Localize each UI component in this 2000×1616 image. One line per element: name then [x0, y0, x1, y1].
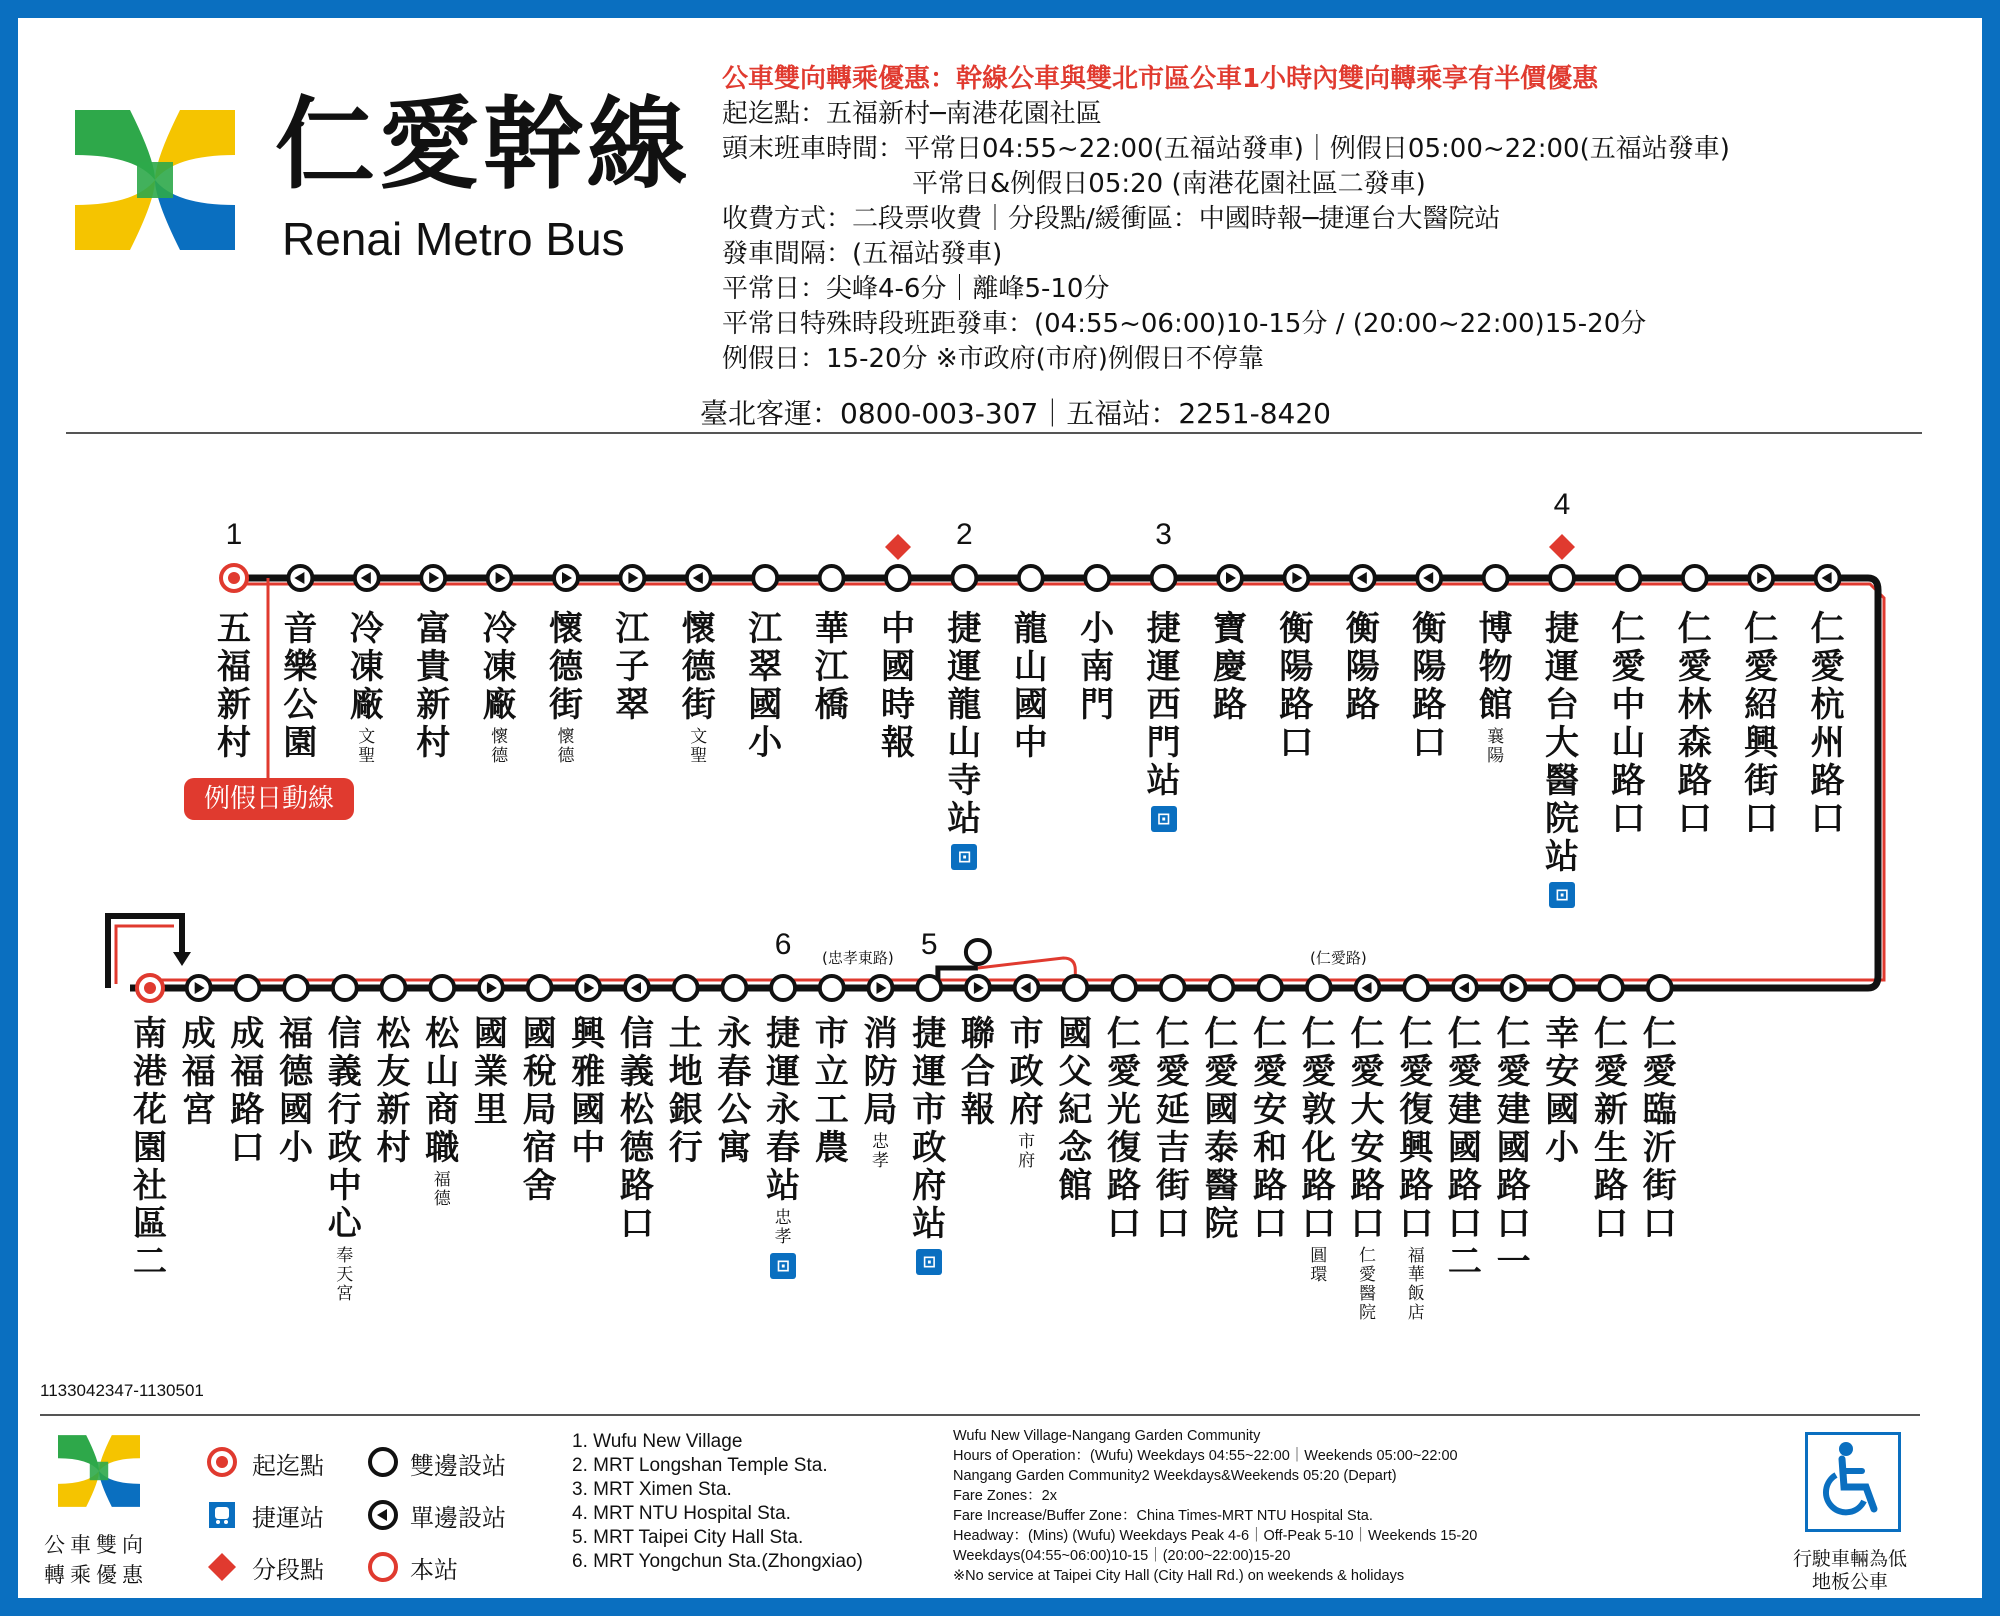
mrt-icon: ⊡ — [1151, 806, 1177, 832]
station-sub-label: 市府 — [1018, 1132, 1036, 1171]
info-line: 平常日特殊時段班距發車：(04:55~06:00)10-15分 / (20:00~22:00)15-20分 — [722, 309, 1647, 339]
station-name — [1055, 1015, 1095, 1205]
station-label: 仁愛杭州路口 — [1810, 609, 1845, 839]
station-name — [1445, 1015, 1485, 1281]
station-label: 中國時報 — [881, 609, 915, 763]
station-name — [413, 610, 453, 762]
station-name — [1104, 1015, 1144, 1243]
english-station-item: 1. Wufu New Village — [572, 1431, 743, 1452]
english-info-line: Fare Zones：2x — [953, 1488, 1057, 1504]
station-name — [1007, 1015, 1047, 1171]
station-number: 2 — [956, 518, 973, 551]
route-title-en: Renai Metro Bus — [282, 213, 625, 265]
station-label: 仁愛安和路口 — [1253, 1014, 1288, 1244]
station-label: 衡陽路口 — [1279, 609, 1314, 763]
double-stop-icon — [366, 1445, 400, 1479]
station-label: 博物館 — [1478, 609, 1513, 725]
english-station-item: 3. MRT Ximen Sta. — [572, 1479, 732, 1500]
station-name — [1210, 610, 1250, 724]
english-info-line: Nangang Garden Community2 Weekdays&Weekends 05:20 (Depart) — [953, 1468, 1397, 1484]
station-label: 仁愛林森路口 — [1677, 609, 1712, 839]
station-name — [958, 1015, 998, 1129]
station-sub-label: 襄陽 — [1487, 727, 1505, 766]
station-label: 仁愛光復路口 — [1107, 1014, 1141, 1244]
station-label: 國業里 — [473, 1014, 508, 1130]
station-label: 仁愛大安路口 — [1350, 1014, 1385, 1244]
station-label: 仁愛復興路口 — [1399, 1014, 1434, 1244]
legend-this-label: 本站 — [410, 1556, 458, 1584]
station-label: 音樂公園 — [283, 609, 318, 763]
english-info-line: Weekdays(04:55~06:00)10-15｜(20:00~22:00)15-20 — [953, 1548, 1291, 1564]
mrt-icon: ⊡ — [916, 1249, 942, 1275]
station-label: 冷凍廠 — [482, 609, 517, 725]
road-note-zhongxiao: (忠孝東路) — [822, 949, 894, 967]
legend-mrt-label: 捷運站 — [252, 1504, 324, 1532]
station-sub-label: 忠孝 — [872, 1132, 889, 1171]
station-name — [1608, 610, 1648, 838]
contact-line: 臺北客運：0800-003-307｜五福站：2251-8420 — [700, 397, 1331, 430]
station-sub-label: 福華飯店 — [1407, 1246, 1425, 1323]
station-name — [520, 1015, 560, 1205]
station-label: 江翠國小 — [748, 609, 783, 763]
legend-diamond-label: 分段點 — [252, 1556, 324, 1584]
station-label: 捷運市政府站 — [912, 1014, 947, 1244]
station-label: 土地銀行 — [668, 1014, 703, 1168]
document-code: 1133042347-1130501 — [40, 1381, 204, 1400]
english-info-line: Headway：(Mins) (Wufu) Weekdays Peak 4-6｜Off-Peak 5-10｜Weekends 15-20 — [953, 1528, 1478, 1544]
station-name — [130, 1015, 170, 1281]
station-label: 衡陽路 — [1345, 609, 1380, 725]
station-name — [347, 610, 387, 766]
station-label: 仁愛紹興街口 — [1744, 609, 1779, 839]
station-name — [422, 1015, 462, 1209]
station-label: 松友新村 — [376, 1014, 411, 1168]
station-name — [227, 1015, 267, 1167]
route-title-zh: 仁愛幹線 — [275, 86, 691, 203]
english-station-item: 2. MRT Longshan Temple Sta. — [572, 1455, 828, 1476]
station-name — [1396, 1015, 1436, 1323]
station-name — [745, 610, 785, 762]
station-label: 江子翠 — [615, 609, 650, 725]
station-label: 寶慶路 — [1213, 609, 1247, 725]
station-name — [1077, 610, 1117, 724]
station-label: 小南門 — [1080, 609, 1115, 725]
station-name — [1542, 610, 1582, 908]
info-line: 起迄點：五福新村─南港花園社區 — [722, 99, 1102, 129]
transfer-label: 公車雙向轉乘優惠 — [44, 1533, 148, 1587]
english-station-list — [572, 1430, 863, 1574]
station-name — [1591, 1015, 1631, 1243]
station-label: 市立工農 — [814, 1014, 849, 1168]
station-name — [1250, 1015, 1290, 1243]
station-sub-label: 福德 — [433, 1170, 451, 1209]
info-line: 頭末班車時間：平常日04:55~22:00(五福站發車)｜例假日05:00~22:00(五福站發車) — [722, 134, 1730, 164]
station-name — [568, 1015, 608, 1167]
station-name — [1640, 1015, 1680, 1243]
station-name — [812, 1015, 852, 1167]
station-label: 消防局 — [863, 1014, 898, 1130]
station-label: 懷德街 — [549, 609, 583, 725]
station-name — [878, 610, 918, 762]
station-label: 懷德街 — [681, 609, 716, 725]
info-line: 平常日&例假日05:20 (南港花園社區二發車) — [912, 169, 1426, 199]
info-line: 收費方式：二段票收費｜分段點/緩衝區：中國時報─捷運台大醫院站 — [722, 204, 1501, 234]
station-sub-label: 懷德 — [557, 727, 575, 766]
english-info-block — [953, 1426, 1477, 1586]
station-name — [1343, 610, 1383, 724]
station-label: 信義行政中心 — [327, 1014, 362, 1244]
station-sub-label: 仁愛醫院 — [1359, 1246, 1376, 1323]
station-number: 4 — [1553, 488, 1571, 521]
station-label: 市政府 — [1009, 1014, 1044, 1130]
station-name — [276, 1015, 316, 1167]
station-sub-label: 文聖 — [358, 727, 376, 766]
station-name — [944, 610, 984, 870]
footer-divider — [40, 1414, 1920, 1416]
station-name — [617, 1015, 657, 1243]
station-sub-label: 圓環 — [1310, 1246, 1328, 1285]
station-label: 成福宮 — [181, 1014, 216, 1130]
wheelchair-icon-box — [1805, 1432, 1901, 1532]
station-label: 幸安國小 — [1545, 1014, 1580, 1168]
station-name — [666, 1015, 706, 1167]
station-sub-label: 懷德 — [491, 727, 509, 766]
station-name — [280, 610, 320, 762]
station-label: 捷運永春站 — [766, 1014, 801, 1206]
station-label: 國父紀念館 — [1058, 1014, 1093, 1206]
station-label: 富貴新村 — [416, 609, 451, 763]
station-name — [480, 610, 520, 766]
english-info-line: Fare Increase/Buffer Zone：China Times-MRT NTU Hospital Sta. — [953, 1508, 1373, 1524]
legend-double-label: 雙邊設站 — [410, 1452, 506, 1480]
station-label: 仁愛新生路口 — [1594, 1014, 1628, 1244]
station-label: 信義松德路口 — [620, 1014, 654, 1244]
station-name — [214, 610, 254, 762]
english-info-line: Wufu New Village-Nangang Garden Community — [953, 1428, 1261, 1444]
low-floor-label: 行駛車輛為低地板公車 — [1792, 1548, 1907, 1593]
this-stop-icon — [366, 1550, 400, 1584]
station-name — [1348, 1015, 1388, 1323]
info-line: 發車間隔：(五福站發車) — [722, 239, 1003, 269]
station-name — [1299, 1015, 1339, 1285]
station-label: 仁愛臨沂街口 — [1642, 1014, 1677, 1244]
mrt-icon: ⊡ — [770, 1253, 796, 1279]
station-name — [1144, 610, 1184, 832]
station-label: 仁愛建國路口一 — [1496, 1014, 1531, 1282]
station-label: 福德國小 — [279, 1014, 314, 1168]
station-label: 仁愛延吉街口 — [1155, 1014, 1190, 1244]
station-name — [374, 1015, 414, 1167]
station-label: 國稅局宿舍 — [522, 1014, 557, 1206]
station-name — [1201, 1015, 1241, 1243]
station-label: 仁愛國泰醫院 — [1204, 1014, 1239, 1244]
terminal-icon — [205, 1445, 239, 1479]
station-name — [1276, 610, 1316, 762]
station-name — [861, 1015, 901, 1171]
station-number: 6 — [774, 928, 792, 961]
station-name — [714, 1015, 754, 1167]
station-name — [1808, 610, 1848, 838]
station-label: 仁愛敦化路口 — [1301, 1014, 1336, 1244]
station-label: 松山商職 — [425, 1014, 460, 1168]
station-name — [1542, 1015, 1582, 1167]
station-label: 興雅國中 — [571, 1014, 606, 1168]
info-line: 例假日：15-20分 ※市政府(市府)例假日不停靠 — [722, 344, 1264, 374]
english-info-line: Hours of Operation：(Wufu) Weekdays 04:55~22:00｜Weekends 05:00~22:00 — [953, 1448, 1458, 1464]
station-label: 南港花園社區二 — [133, 1014, 167, 1282]
english-station-item: 5. MRT Taipei City Hall Sta. — [572, 1527, 804, 1548]
station-name — [1741, 610, 1781, 838]
station-number: 5 — [920, 928, 938, 961]
station-sub-label: 奉天宮 — [336, 1246, 354, 1304]
station-label: 仁愛建國路口二 — [1447, 1014, 1482, 1282]
station-label: 五福新村 — [217, 609, 251, 763]
station-name — [179, 1015, 219, 1129]
station-name — [471, 1015, 511, 1129]
info-line: 公車雙向轉乘優惠：幹線公車與雙北市區公車1小時內雙向轉乘享有半價優惠 — [722, 64, 1599, 94]
mrt-icon — [205, 1498, 239, 1532]
transfer-logo-icon — [58, 1430, 140, 1512]
station-name — [325, 1015, 365, 1304]
station-name — [1409, 610, 1449, 762]
road-note-renai: (仁愛路) — [1310, 949, 1367, 967]
english-station-item: 6. MRT Yongchun Sta.(Zhongxiao) — [572, 1551, 863, 1572]
english-station-item: 4. MRT NTU Hospital Sta. — [572, 1503, 791, 1524]
legend-single-label: 單邊設站 — [410, 1504, 506, 1532]
station-name — [1675, 610, 1715, 838]
english-info-line: ※No service at Taipei City Hall (City Hall Rd.) on weekends & holidays — [953, 1568, 1405, 1584]
station-name — [909, 1015, 949, 1275]
station-label: 衡陽路口 — [1412, 609, 1447, 763]
diamond-icon — [205, 1550, 239, 1584]
station-number: 1 — [225, 518, 243, 551]
station-name — [763, 1015, 803, 1279]
station-label: 冷凍廠 — [349, 609, 384, 725]
station-label: 捷運台大醫院站 — [1545, 609, 1579, 877]
station-name — [1011, 610, 1051, 762]
station-number: 3 — [1155, 518, 1172, 551]
legend-terminal-label: 起迄點 — [252, 1452, 324, 1480]
station-sub-label: 文聖 — [690, 727, 708, 766]
station-name — [546, 610, 586, 766]
mrt-icon: ⊡ — [951, 844, 977, 870]
info-line: 平常日：尖峰4-6分｜離峰5-10分 — [722, 274, 1110, 304]
station-sub-label: 忠孝 — [774, 1208, 792, 1247]
station-name — [612, 610, 652, 724]
station-label: 聯合報 — [960, 1014, 995, 1130]
mrt-icon: ⊡ — [1549, 882, 1575, 908]
station-label: 龍山國中 — [1013, 609, 1048, 763]
wheelchair-icon — [1808, 1435, 1898, 1529]
station-name — [1153, 1015, 1193, 1243]
holiday-route-tag: 例假日動線 — [184, 778, 354, 820]
station-label: 捷運龍山寺站 — [947, 609, 982, 839]
station-label: 捷運西門站 — [1146, 609, 1181, 801]
station-name — [1476, 610, 1516, 766]
station-label: 華江橋 — [814, 609, 849, 725]
station-label: 永春公寓 — [717, 1014, 752, 1168]
station-name — [812, 610, 852, 724]
station-name — [1494, 1015, 1534, 1281]
single-stop-icon — [366, 1498, 400, 1532]
station-label: 成福路口 — [230, 1014, 265, 1168]
station-name — [679, 610, 719, 766]
station-label: 仁愛中山路口 — [1611, 609, 1646, 839]
